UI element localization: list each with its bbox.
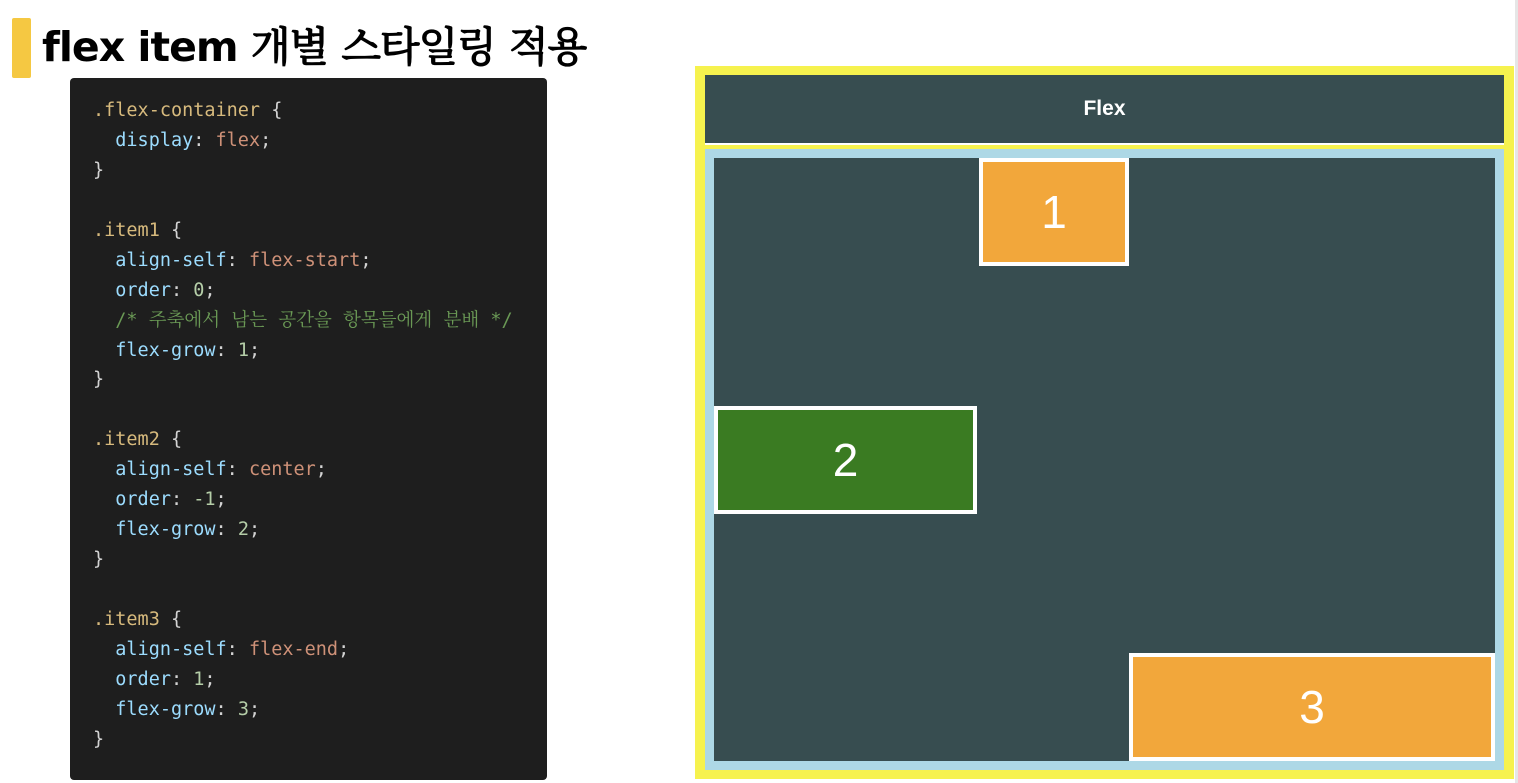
code-selector: .item3 (93, 608, 160, 630)
code-number: 2 (237, 519, 249, 541)
code-property: order (115, 279, 171, 301)
demo-header-label: Flex (1083, 97, 1126, 120)
code-property: flex-grow (115, 519, 216, 541)
code-property: align-self (115, 249, 227, 271)
code-property: order (115, 668, 171, 690)
code-line: } (93, 369, 105, 391)
code-line: align-self: center; (115, 459, 327, 481)
flex-item-3 (1129, 653, 1495, 761)
flex-item-1 (979, 158, 1129, 266)
code-line (93, 395, 547, 425)
code-line: align-self: flex-start; (115, 249, 372, 271)
code-property: flex-grow (115, 698, 216, 720)
code-line: align-self: flex-end; (115, 638, 350, 660)
code-property: align-self (115, 638, 227, 660)
code-comment: /* 주축에서 남는 공간을 항목들에게 분배 */ (115, 309, 513, 331)
demo-body (705, 149, 1504, 770)
code-line: order: 1; (115, 668, 216, 690)
code-number: 0 (193, 279, 205, 301)
flex-item-label: 3 (1299, 681, 1325, 733)
code-selector: .item1 (93, 219, 160, 241)
code-line: } (93, 728, 105, 750)
code-property: align-self (115, 459, 227, 481)
page-title: flex item 개별 스타일링 적용 (42, 23, 587, 71)
code-value: center (248, 459, 316, 481)
code-property: order (115, 489, 171, 511)
demo-header (705, 75, 1504, 145)
code-block (70, 78, 547, 780)
code-value: flex-end (248, 638, 339, 660)
code-line: order: -1; (115, 489, 227, 511)
title-accent-bar (12, 18, 31, 78)
code-number: -1 (193, 489, 216, 511)
code-line: display: flex; (115, 129, 272, 151)
code-line: flex-grow: 2; (115, 519, 261, 541)
code-line: .item2 { (93, 429, 183, 451)
code-number: 3 (237, 698, 249, 720)
code-line (93, 186, 547, 216)
code-line: .flex-container { (93, 100, 283, 121)
code-value: flex-start (248, 249, 361, 271)
code-property: display (115, 129, 194, 151)
code-line: } (93, 159, 105, 181)
flex-container (714, 158, 1495, 761)
flex-item-2 (714, 406, 977, 514)
code-line (93, 575, 547, 605)
code-line: flex-grow: 1; (115, 339, 261, 361)
code-line: .item3 { (93, 608, 183, 630)
code-line: } (93, 549, 105, 571)
code-number: 1 (193, 668, 205, 690)
flex-item-label: 1 (1041, 186, 1067, 238)
code-selector: .item2 (93, 429, 160, 451)
code-number: 1 (237, 339, 249, 361)
flex-demo-frame (695, 66, 1514, 779)
code-line: flex-grow: 3; (115, 698, 261, 720)
code-line: .item1 { (93, 219, 183, 241)
code-selector: .flex-container (93, 100, 261, 121)
code-value: flex (215, 129, 261, 151)
flex-item-label: 2 (832, 433, 859, 486)
code-property: flex-grow (115, 339, 216, 361)
code-line: order: 0; (115, 279, 216, 301)
code-line (93, 306, 547, 336)
